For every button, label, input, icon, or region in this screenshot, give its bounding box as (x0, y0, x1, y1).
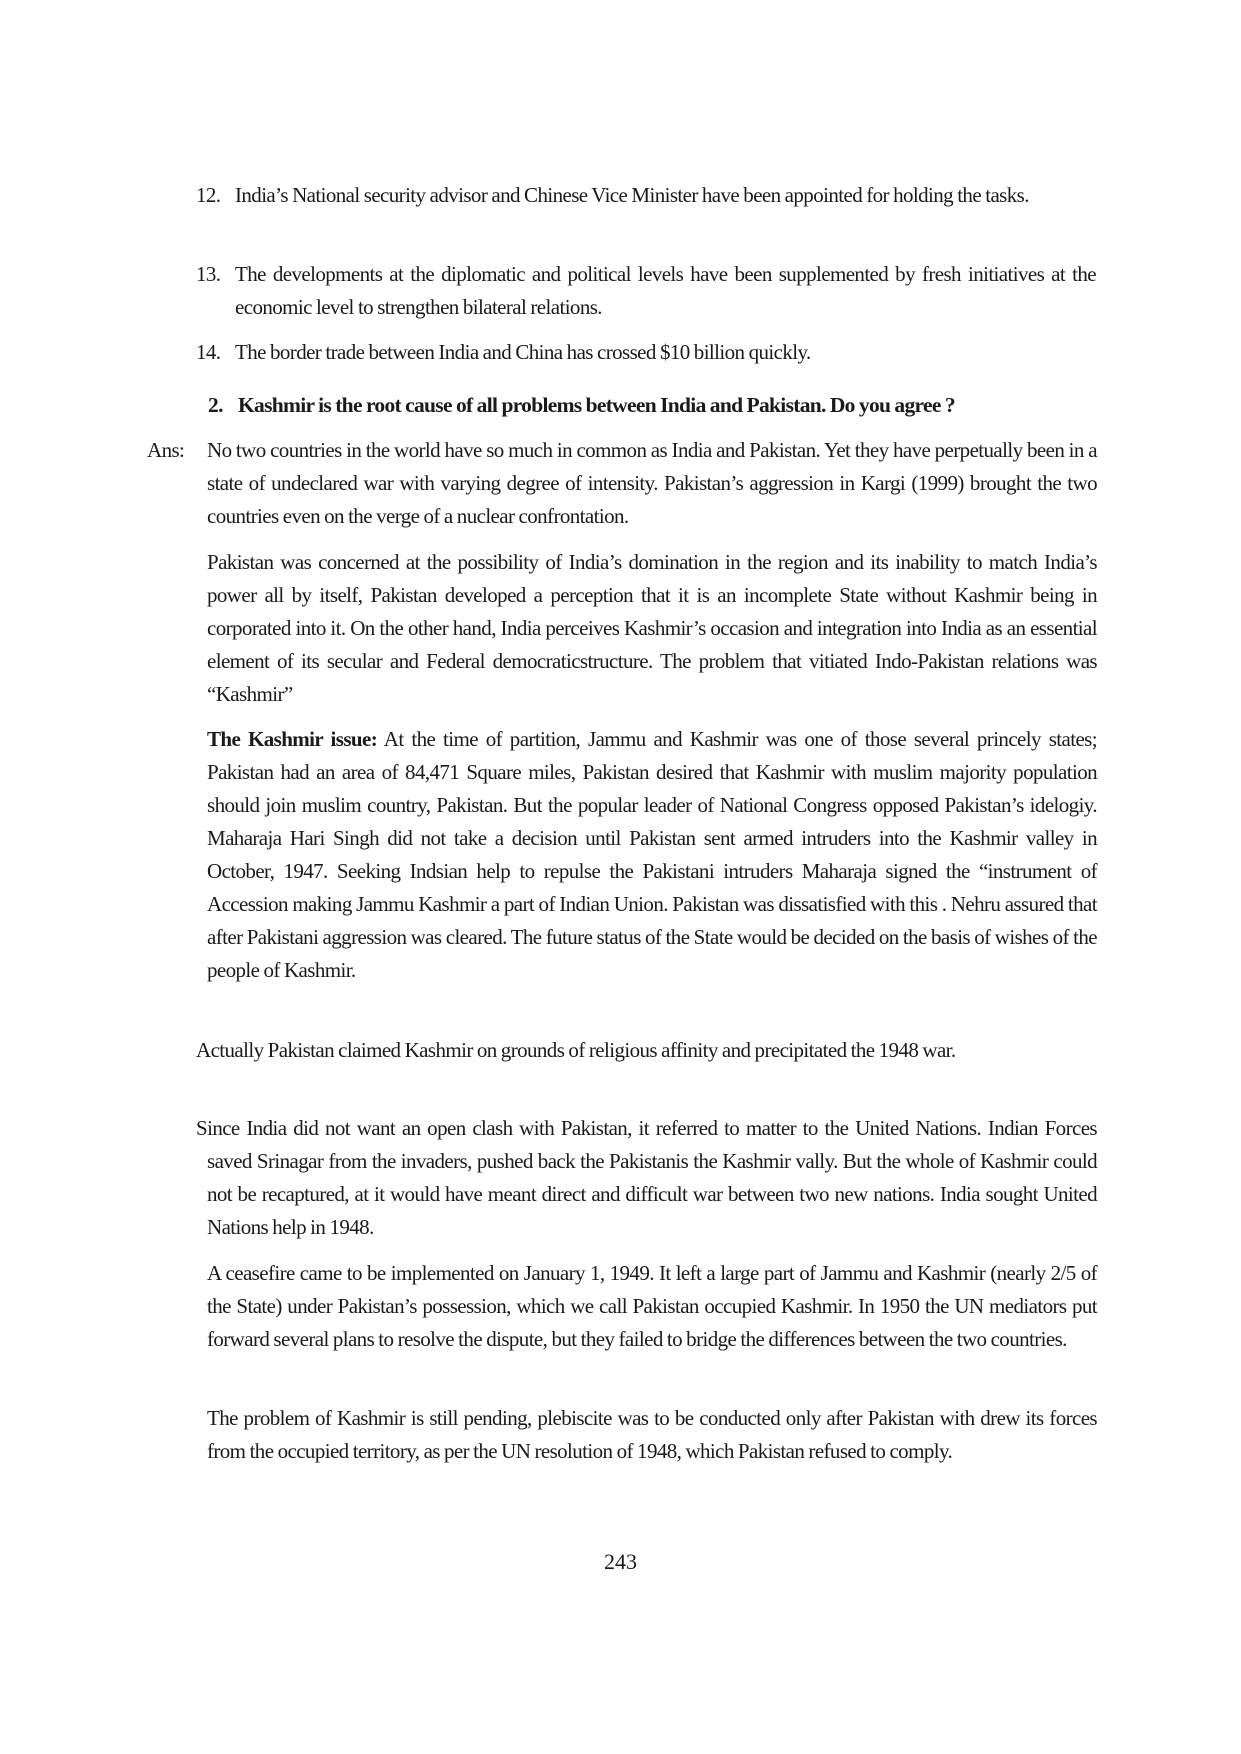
list-item-number: 12. (196, 183, 221, 207)
answer-paragraph-5 (196, 1112, 1097, 1244)
answer-label: Ans: (147, 438, 185, 462)
list-item-text: The developments at the diplomatic and political levels have been supplemented by fresh initiatives at the economic level to strengthen bilateral relations. (235, 262, 1096, 319)
answer-paragraph-1: No two countries in the world have so much in common as India and Pakistan. Yet they have perpetually been in a state of undeclared war with varying degree of intensity. Pakistan’s aggression in Kargi (1999) brought the two countries even on the verge of a nuclear confrontation. (207, 438, 1097, 528)
section-heading: The Kashmir issue: (207, 727, 378, 751)
answer-paragraph-kashmir-issue (207, 723, 1097, 987)
answer-paragraph-7: The problem of Kashmir is still pending, plebiscite was to be conducted only after Pakistan with drew its forces from the occupied territory, as per the UN resolution of 1948, which Pakistan refused to comply. (207, 1406, 1097, 1463)
list-item-13 (196, 258, 1096, 324)
answer-paragraph-6: A ceasefire came to be implemented on January 1, 1949. It left a large part of Jammu and Kashmir (nearly 2/5 of the State) under Pakistan’s possession, which we call Pakistan occupied Kashmir. In 1950 the UN mediators put forward several plans to resolve the dispute, but they failed to bridge the differences between the two countries. (207, 1261, 1097, 1351)
page-number: 243 (604, 1549, 637, 1574)
list-item-number: 13. (196, 262, 221, 286)
answer-paragraph-4 (196, 1034, 1097, 1067)
list-item-12 (196, 179, 1096, 212)
question-heading (208, 389, 1098, 422)
question-text: Kashmir is the root cause of all problems between India and Pakistan. Do you agree ? (238, 393, 955, 417)
list-item-number: 14. (196, 340, 221, 364)
list-item-14 (196, 336, 1096, 369)
paragraph-text: Actually Pakistan claimed Kashmir on grounds of religious affinity and precipitated the 1948 war. (196, 1038, 956, 1062)
section-text: At the time of partition, Jammu and Kashmir was one of those several princely states; Pakistan had an area of 84,471 Square miles, Pakistan desired that Kashmir with muslim majority population should join muslim country, Pakistan. But the popular leader of National Congress opposed Pakistan’s idelogiy. Maharaja Hari Singh did not take a decision until Pakistan sent armed intruders into the Kashmir valley in October, 1947. Seeking Indsian help to repulse the Pakistani intruders Maharaja signed the “instrument of Accession making Jammu Kashmir a part of Indian Union. Pakistan was dissatisfied with this . Nehru assured that after Pakistani aggression was cleared. The future status of the State would be decided on the basis of wishes of the people of Kashmir. (207, 727, 1097, 982)
answer-paragraph-2: Pakistan was concerned at the possibility of India’s domination in the region and its inability to match India’s power all by itself, Pakistan developed a perception that it is an incomplete State without Kashmir being in corporated into it. On the other hand, India perceives Kashmir’s occasion and integration into India as an essential element of its secular and Federal democraticstructure. The problem that vitiated Indo-Pakistan relations was “Kashmir” (207, 550, 1097, 706)
paragraph-text: Since India did not want an open clash with Pakistan, it referred to matter to the United Nations. Indian Forces saved Srinagar from the invaders, pushed back the Pakistanis the Kashmir vally. But the whole of Kashmir could not be recaptured, at it would have meant direct and difficult war between two new nations. India sought United Nations help in 1948. (196, 1116, 1097, 1239)
question-number: 2. (208, 393, 223, 417)
list-item-text: The border trade between India and China has crossed $10 billion quickly. (235, 340, 811, 364)
list-item-text: India’s National security advisor and Chinese Vice Minister have been appointed for holding the tasks. (235, 183, 1029, 207)
